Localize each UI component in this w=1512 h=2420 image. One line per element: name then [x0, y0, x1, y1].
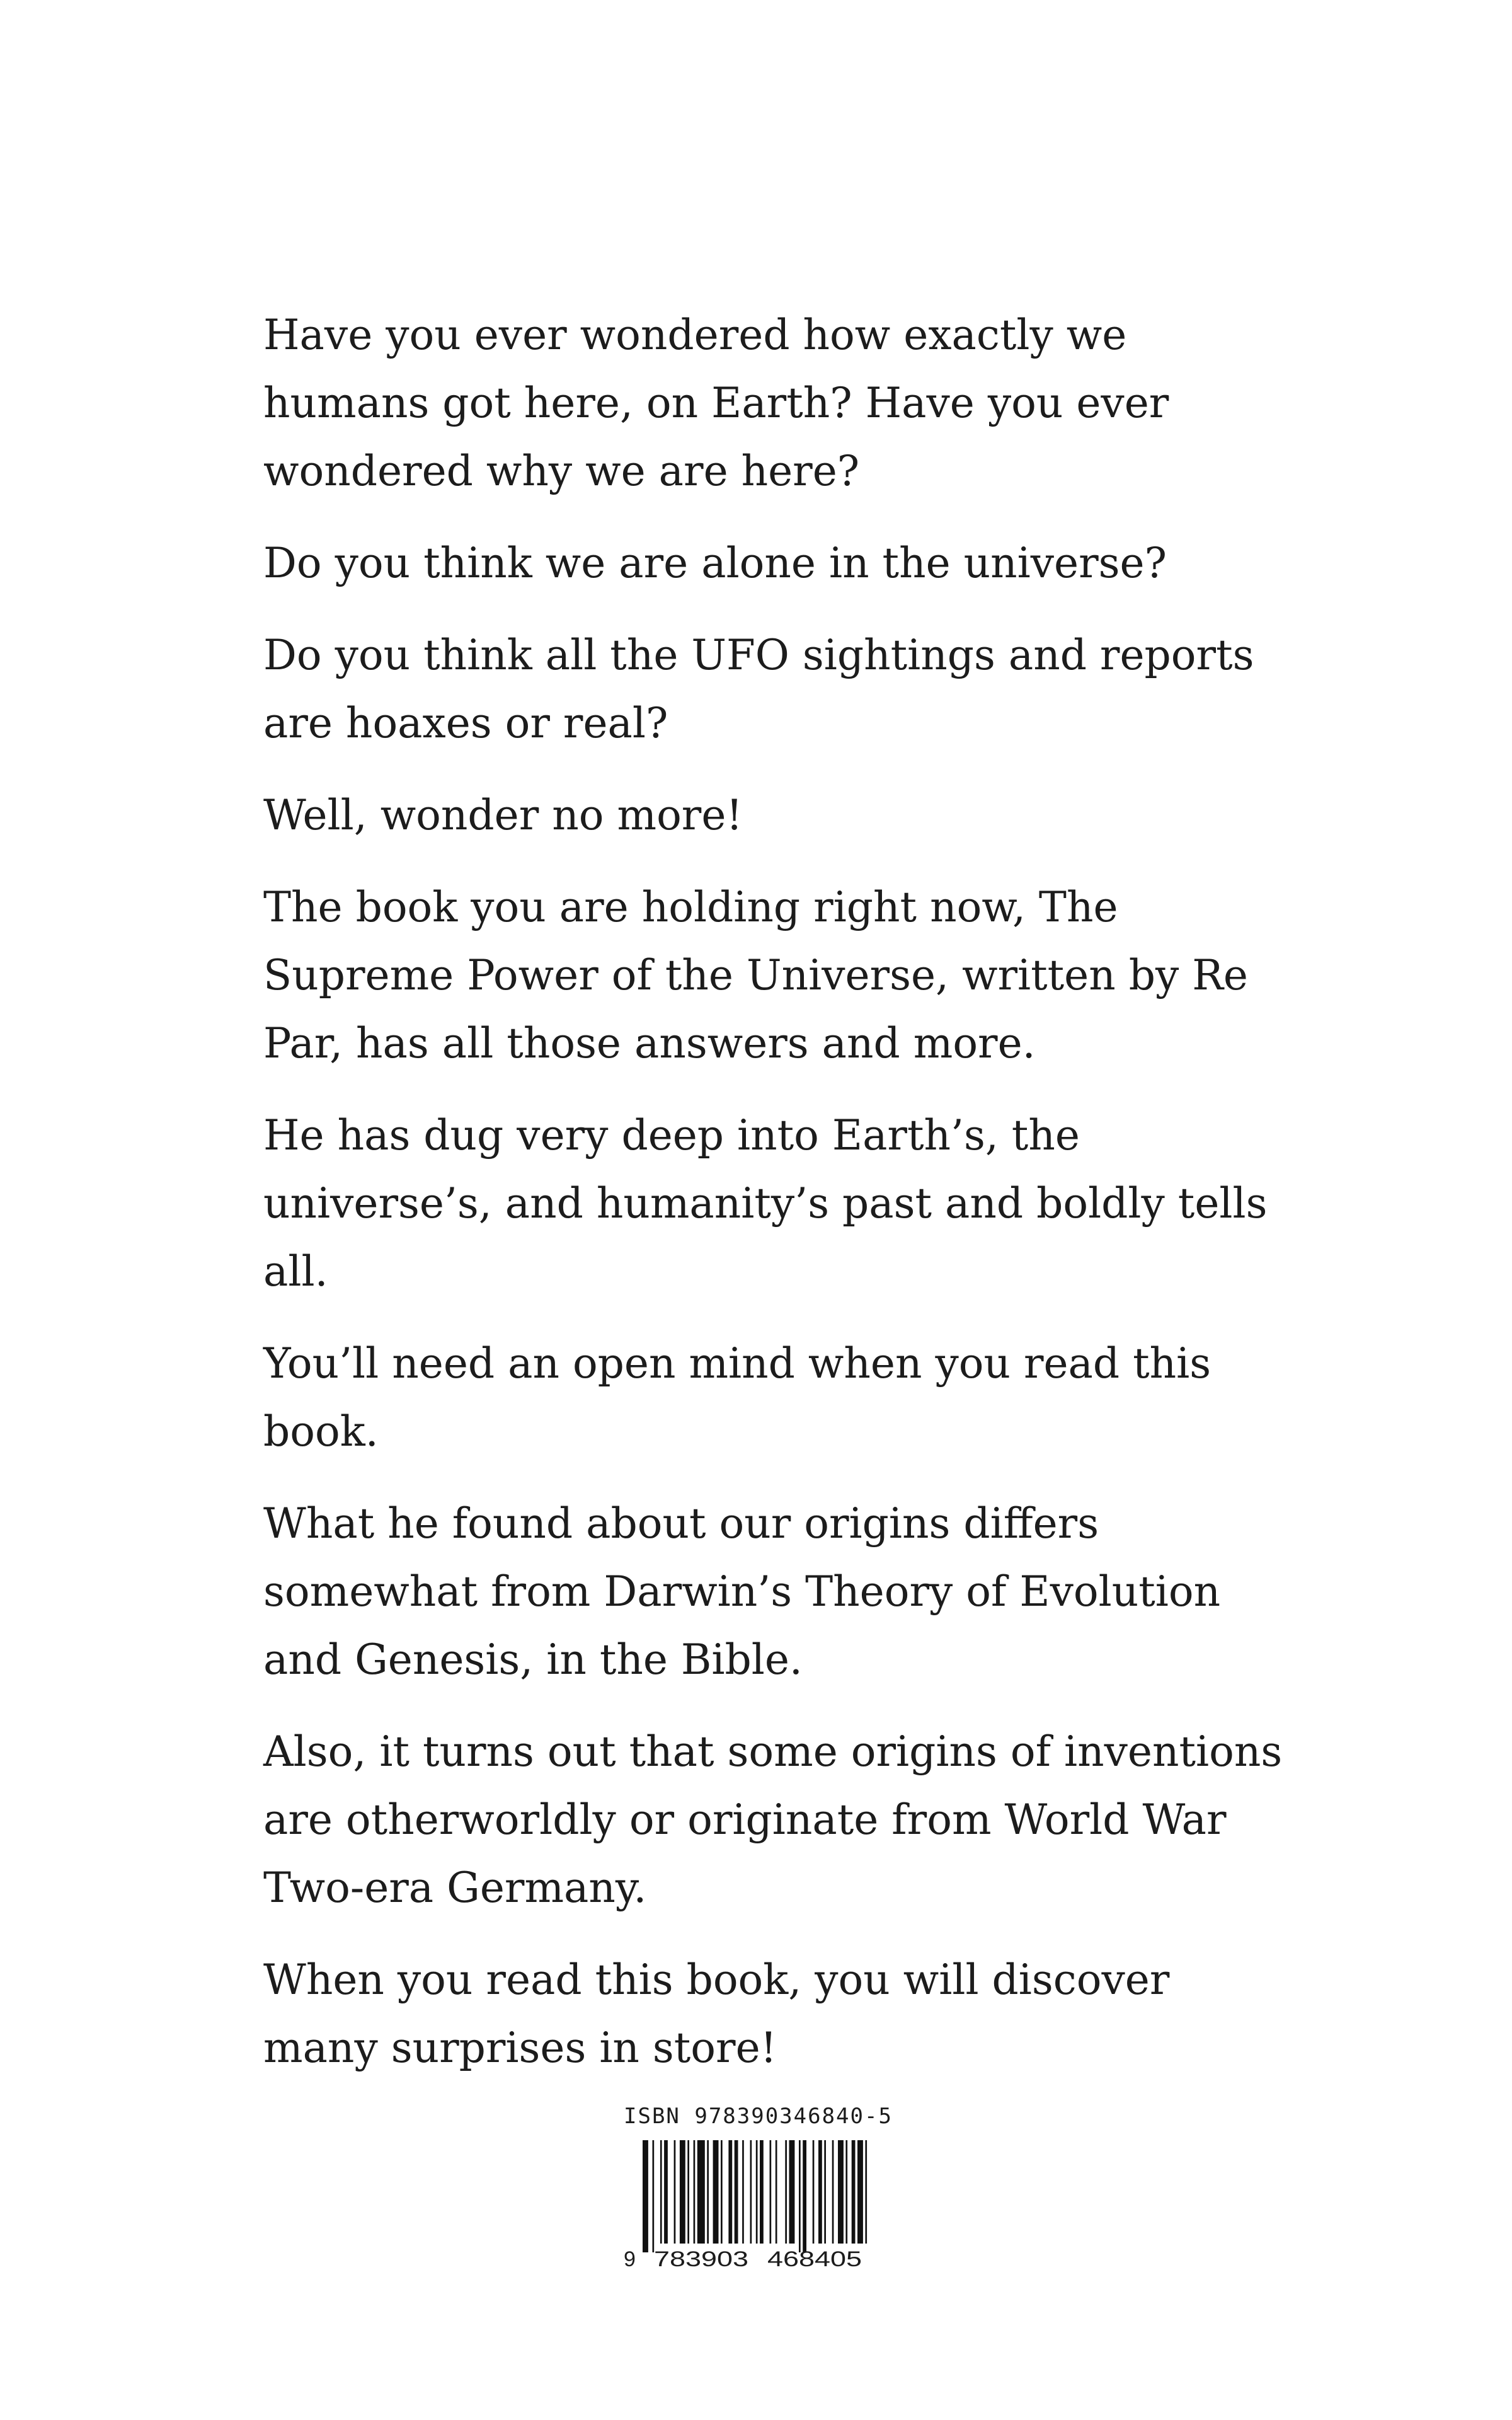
barcode-bar: [694, 2140, 696, 2244]
barcode-bar: [728, 2140, 732, 2244]
blurb-paragraph-3: Do you think all the UFO sightings and reports are hoaxes or real?: [263, 631, 1254, 747]
barcode-bar: [803, 2140, 806, 2252]
barcode-bar: [865, 2140, 867, 2244]
blurb-paragraph-10: When you read this book, you will discover many surprises in store!: [263, 1956, 1170, 2072]
barcode-bar: [735, 2140, 738, 2244]
blurb-paragraph-8: What he found about our origins differs somewhat from Darwin’s Theory of Evolution and Genesis, in the Bible.: [263, 1499, 1221, 1684]
blurb-paragraph-9: Also, it turns out that some origins of inventions are otherworldly or originate from World War Two-era Germany.: [263, 1727, 1283, 1912]
isbn-label: ISBN 978390346840-5: [624, 2104, 893, 2129]
barcode-bar: [664, 2140, 668, 2244]
barcode-bar: [813, 2140, 815, 2244]
blurb-paragraph-5: The book you are holding right now, The Supreme Power of the Universe, written by Re Par, has all those answers and more.: [263, 883, 1248, 1068]
barcode-bar: [824, 2140, 826, 2244]
back-cover-blurb: [263, 301, 1297, 2106]
isbn-block: [624, 2104, 926, 2273]
barcode-bar: [832, 2140, 834, 2244]
barcode-bar: [799, 2140, 801, 2252]
blurb-paragraph-6: He has dug very deep into Earth’s, the universe’s, and humanity’s past and boldly tells all.: [263, 1111, 1268, 1296]
barcode-bar: [721, 2140, 723, 2244]
barcode-bar: [857, 2140, 863, 2244]
barcode-bar: [818, 2140, 822, 2244]
blurb-paragraph-2: Do you think we are alone in the universe?: [263, 539, 1167, 587]
barcode-bar: [845, 2140, 847, 2244]
barcode-bar: [776, 2140, 777, 2244]
barcode-bar: [680, 2140, 685, 2244]
barcode-digits-right: 468405: [767, 2247, 862, 2271]
barcode-bar: [770, 2140, 772, 2244]
barcode-bar: [713, 2140, 719, 2244]
barcode-bar: [789, 2140, 795, 2244]
barcode-bar: [660, 2140, 662, 2244]
barcode-bar: [653, 2140, 655, 2252]
blurb-paragraph-4: Well, wonder no more!: [263, 791, 743, 839]
barcode-bar: [643, 2140, 648, 2252]
blurb-paragraph-1: Have you ever wondered how exactly we humans got here, on Earth? Have you ever wondered why we are here?: [263, 311, 1169, 495]
barcode-bar: [707, 2140, 709, 2244]
barcode-digits-left: 783903: [654, 2247, 748, 2271]
blurb-paragraph-7: You’ll need an open mind when you read this book.: [263, 1339, 1211, 1456]
barcode-bar: [838, 2140, 844, 2244]
barcode-bar: [687, 2140, 689, 2244]
barcode-bar: [756, 2140, 758, 2244]
barcode-bars: [643, 2140, 867, 2252]
barcode-bar: [852, 2140, 856, 2244]
barcode-bar: [750, 2140, 752, 2244]
barcode-digit-first: 9: [624, 2247, 636, 2271]
barcode-bar: [674, 2140, 676, 2244]
isbn-barcode: [624, 2140, 888, 2273]
barcode-bar: [785, 2140, 787, 2244]
barcode-bar: [742, 2140, 744, 2244]
barcode-bar: [760, 2140, 764, 2244]
barcode-bar: [697, 2140, 705, 2244]
